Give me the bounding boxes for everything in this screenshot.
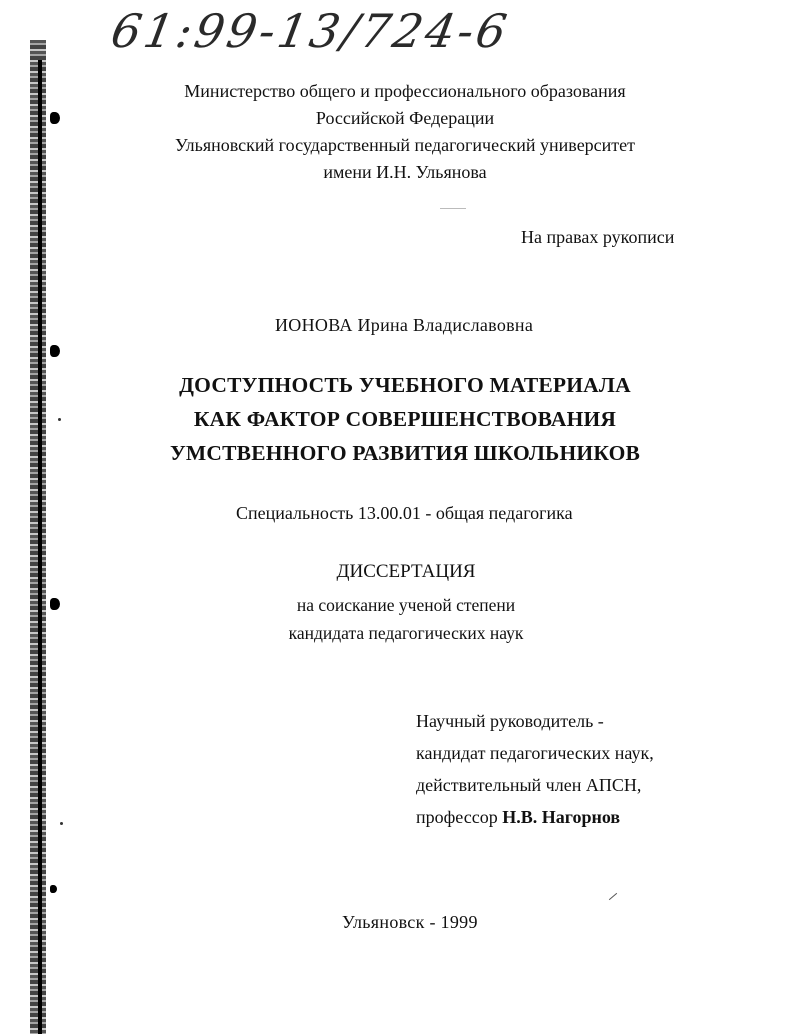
title-line-2: КАК ФАКТОР СОВЕРШЕНСТВОВАНИЯ xyxy=(193,407,617,431)
degree-block xyxy=(0,591,799,647)
degree-line-1: на соискание ученой степени xyxy=(296,595,516,615)
dissertation-heading: ДИССЕРТАЦИЯ xyxy=(336,561,476,582)
federation-line: Российской Федерации xyxy=(315,108,495,128)
pencil-tick xyxy=(609,893,617,900)
author-name: ИОНОВА Ирина Владиславовна xyxy=(275,315,534,335)
supervisor-line-1: Научный руководитель - xyxy=(416,711,604,731)
specialty-line: Специальность 13.00.01 - общая педагогика xyxy=(236,503,573,523)
supervisor-name: Н.В. Нагорнов xyxy=(502,807,621,827)
scan-speck xyxy=(60,822,63,825)
supervisor-line-4 xyxy=(416,801,654,833)
ministry-line: Министерство общего и профессионального образования xyxy=(184,81,626,101)
punch-mark xyxy=(50,885,57,893)
degree-line-2: кандидата педагогических наук xyxy=(288,623,524,643)
supervisor-line-3: действительный член АПСН, xyxy=(416,775,642,795)
title-line-3: УМСТВЕННОГО РАЗВИТИЯ ШКОЛЬНИКОВ xyxy=(169,441,641,465)
handwritten-archive-code xyxy=(107,4,532,66)
city-year: Ульяновск - 1999 xyxy=(342,912,478,932)
binding-line xyxy=(38,60,42,1034)
supervisor-line-2: кандидат педагогических наук, xyxy=(416,743,654,763)
manuscript-note: На правах рукописи xyxy=(521,227,675,247)
faint-mark xyxy=(440,208,466,209)
supervisor-rank: профессор xyxy=(416,807,498,827)
dissertation-title xyxy=(0,368,799,470)
archive-code-text: 61:99-13/724-6 xyxy=(107,4,514,58)
institution-header xyxy=(0,78,799,186)
university-name-line: имени И.Н. Ульянова xyxy=(323,162,487,182)
university-line: Ульяновский государственный педагогический университет xyxy=(174,135,636,155)
supervisor-block xyxy=(416,705,654,833)
title-line-1: ДОСТУПНОСТЬ УЧЕБНОГО МАТЕРИАЛА xyxy=(179,373,631,397)
punch-mark xyxy=(50,345,60,357)
